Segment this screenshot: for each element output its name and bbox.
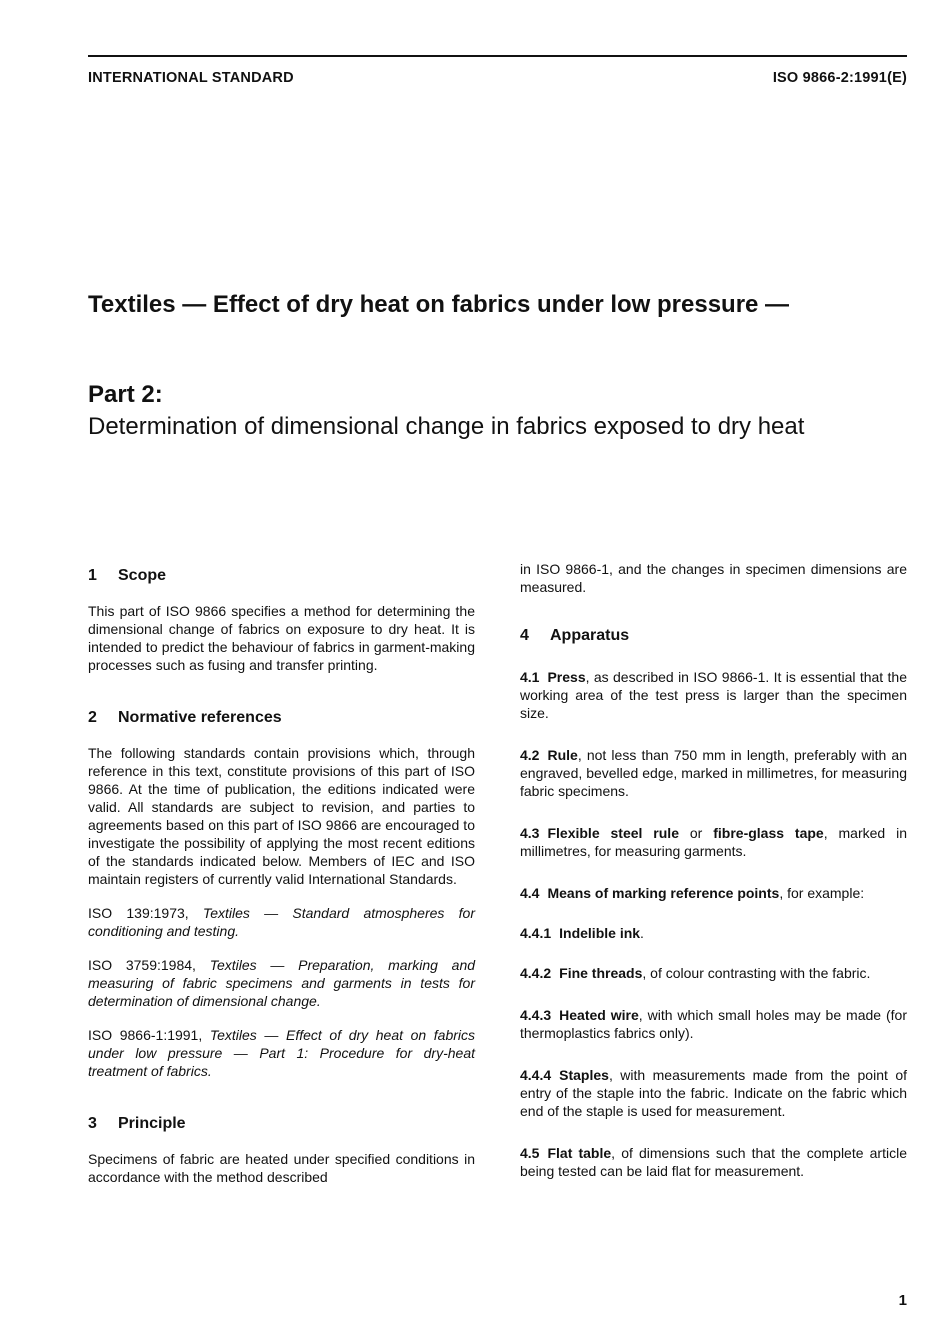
normative-text: The following standards contain provisions which, through reference in this text, constitute provisions of this part of ISO 9866. At the time of publication, the editions indicated were valid. All standards are subject to revision, and parties to agreements based on this part of ISO 9866 are encouraged to investigate the possibility of applying the most recent editions of the standards indicated below. Members of IEC and ISO maintain registers of currently valid International Standards. <box>88 745 475 887</box>
reference-item: ISO 3759:1984, Textiles — Preparation, marking and measuring of fabric specimens and garments in tests for determination of dimensional change. <box>88 957 476 1009</box>
page-number: 1 <box>898 1292 907 1309</box>
clause-4-4: 4.4 Means of marking reference points, for example: <box>520 885 865 901</box>
principle-text-continued: in ISO 9866-1, and the changes in specimen dimensions are measured. <box>520 561 907 595</box>
scope-text: This part of ISO 9866 specifies a method for determining the dimensional change of fabrics on exposure to dry heat. It is intended to predict the behaviour of fabrics in garment-making processes such as fusing and transfer printing. <box>88 603 475 673</box>
reference-item: ISO 9866-1:1991, Textiles — Effect of dry heat on fabrics under low pressure — Part 1: Procedure for dry-heat treatment of fabrics. <box>88 1027 476 1079</box>
top-rule <box>88 55 907 57</box>
section-heading-normative: 2 Normative references <box>88 709 282 726</box>
reference-item: ISO 139:1973, Textiles — Standard atmospheres for conditioning and testing. <box>88 905 475 939</box>
principle-text: Specimens of fabric are heated under specified conditions in accordance with the method described <box>88 1151 475 1185</box>
clause-4-4-4: 4.4.4 Staples, with measurements made from the point of entry of the staple into the fabric. Indicate on the fabric which end of the staple is used for measurement. <box>520 1067 907 1119</box>
clause-4-2: 4.2 Rule, not less than 750 mm in length, preferably with an engraved, bevelled edge, marked in millimetres, for measuring fabric specimens. <box>520 747 907 799</box>
header-standard-number: ISO 9866-2:1991(E) <box>772 70 907 86</box>
clause-4-3: 4.3 Flexible steel rule or fibre-glass tape, marked in millimetres, for measuring garments. <box>520 825 908 859</box>
section-heading-apparatus: 4 Apparatus <box>520 627 630 644</box>
clause-4-5: 4.5 Flat table, of dimensions such that the complete article being tested can be laid flat for measurement. <box>520 1145 907 1179</box>
part-title: Determination of dimensional change in fabrics exposed to dry heat <box>88 413 805 440</box>
right-column <box>520 560 907 1180</box>
section-heading-principle: 3 Principle <box>88 1115 186 1132</box>
section-heading-scope: 1 Scope <box>88 567 167 584</box>
part-label: Part 2: <box>88 381 163 408</box>
document-title: Textiles — Effect of dry heat on fabrics under low pressure — <box>88 291 790 318</box>
header-standard-type: INTERNATIONAL STANDARD <box>88 70 294 86</box>
clause-4-1: 4.1 Press, as described in ISO 9866-1. It is essential that the working area of the test press is larger than the specimen size. <box>520 669 907 721</box>
clause-4-4-1: 4.4.1 Indelible ink. <box>520 925 644 941</box>
left-column <box>88 560 475 1186</box>
clause-4-4-2: 4.4.2 Fine threads, of colour contrasting with the fabric. <box>520 965 871 981</box>
clause-4-4-3: 4.4.3 Heated wire, with which small holes may be made (for thermoplastics fabrics only). <box>520 1007 908 1041</box>
